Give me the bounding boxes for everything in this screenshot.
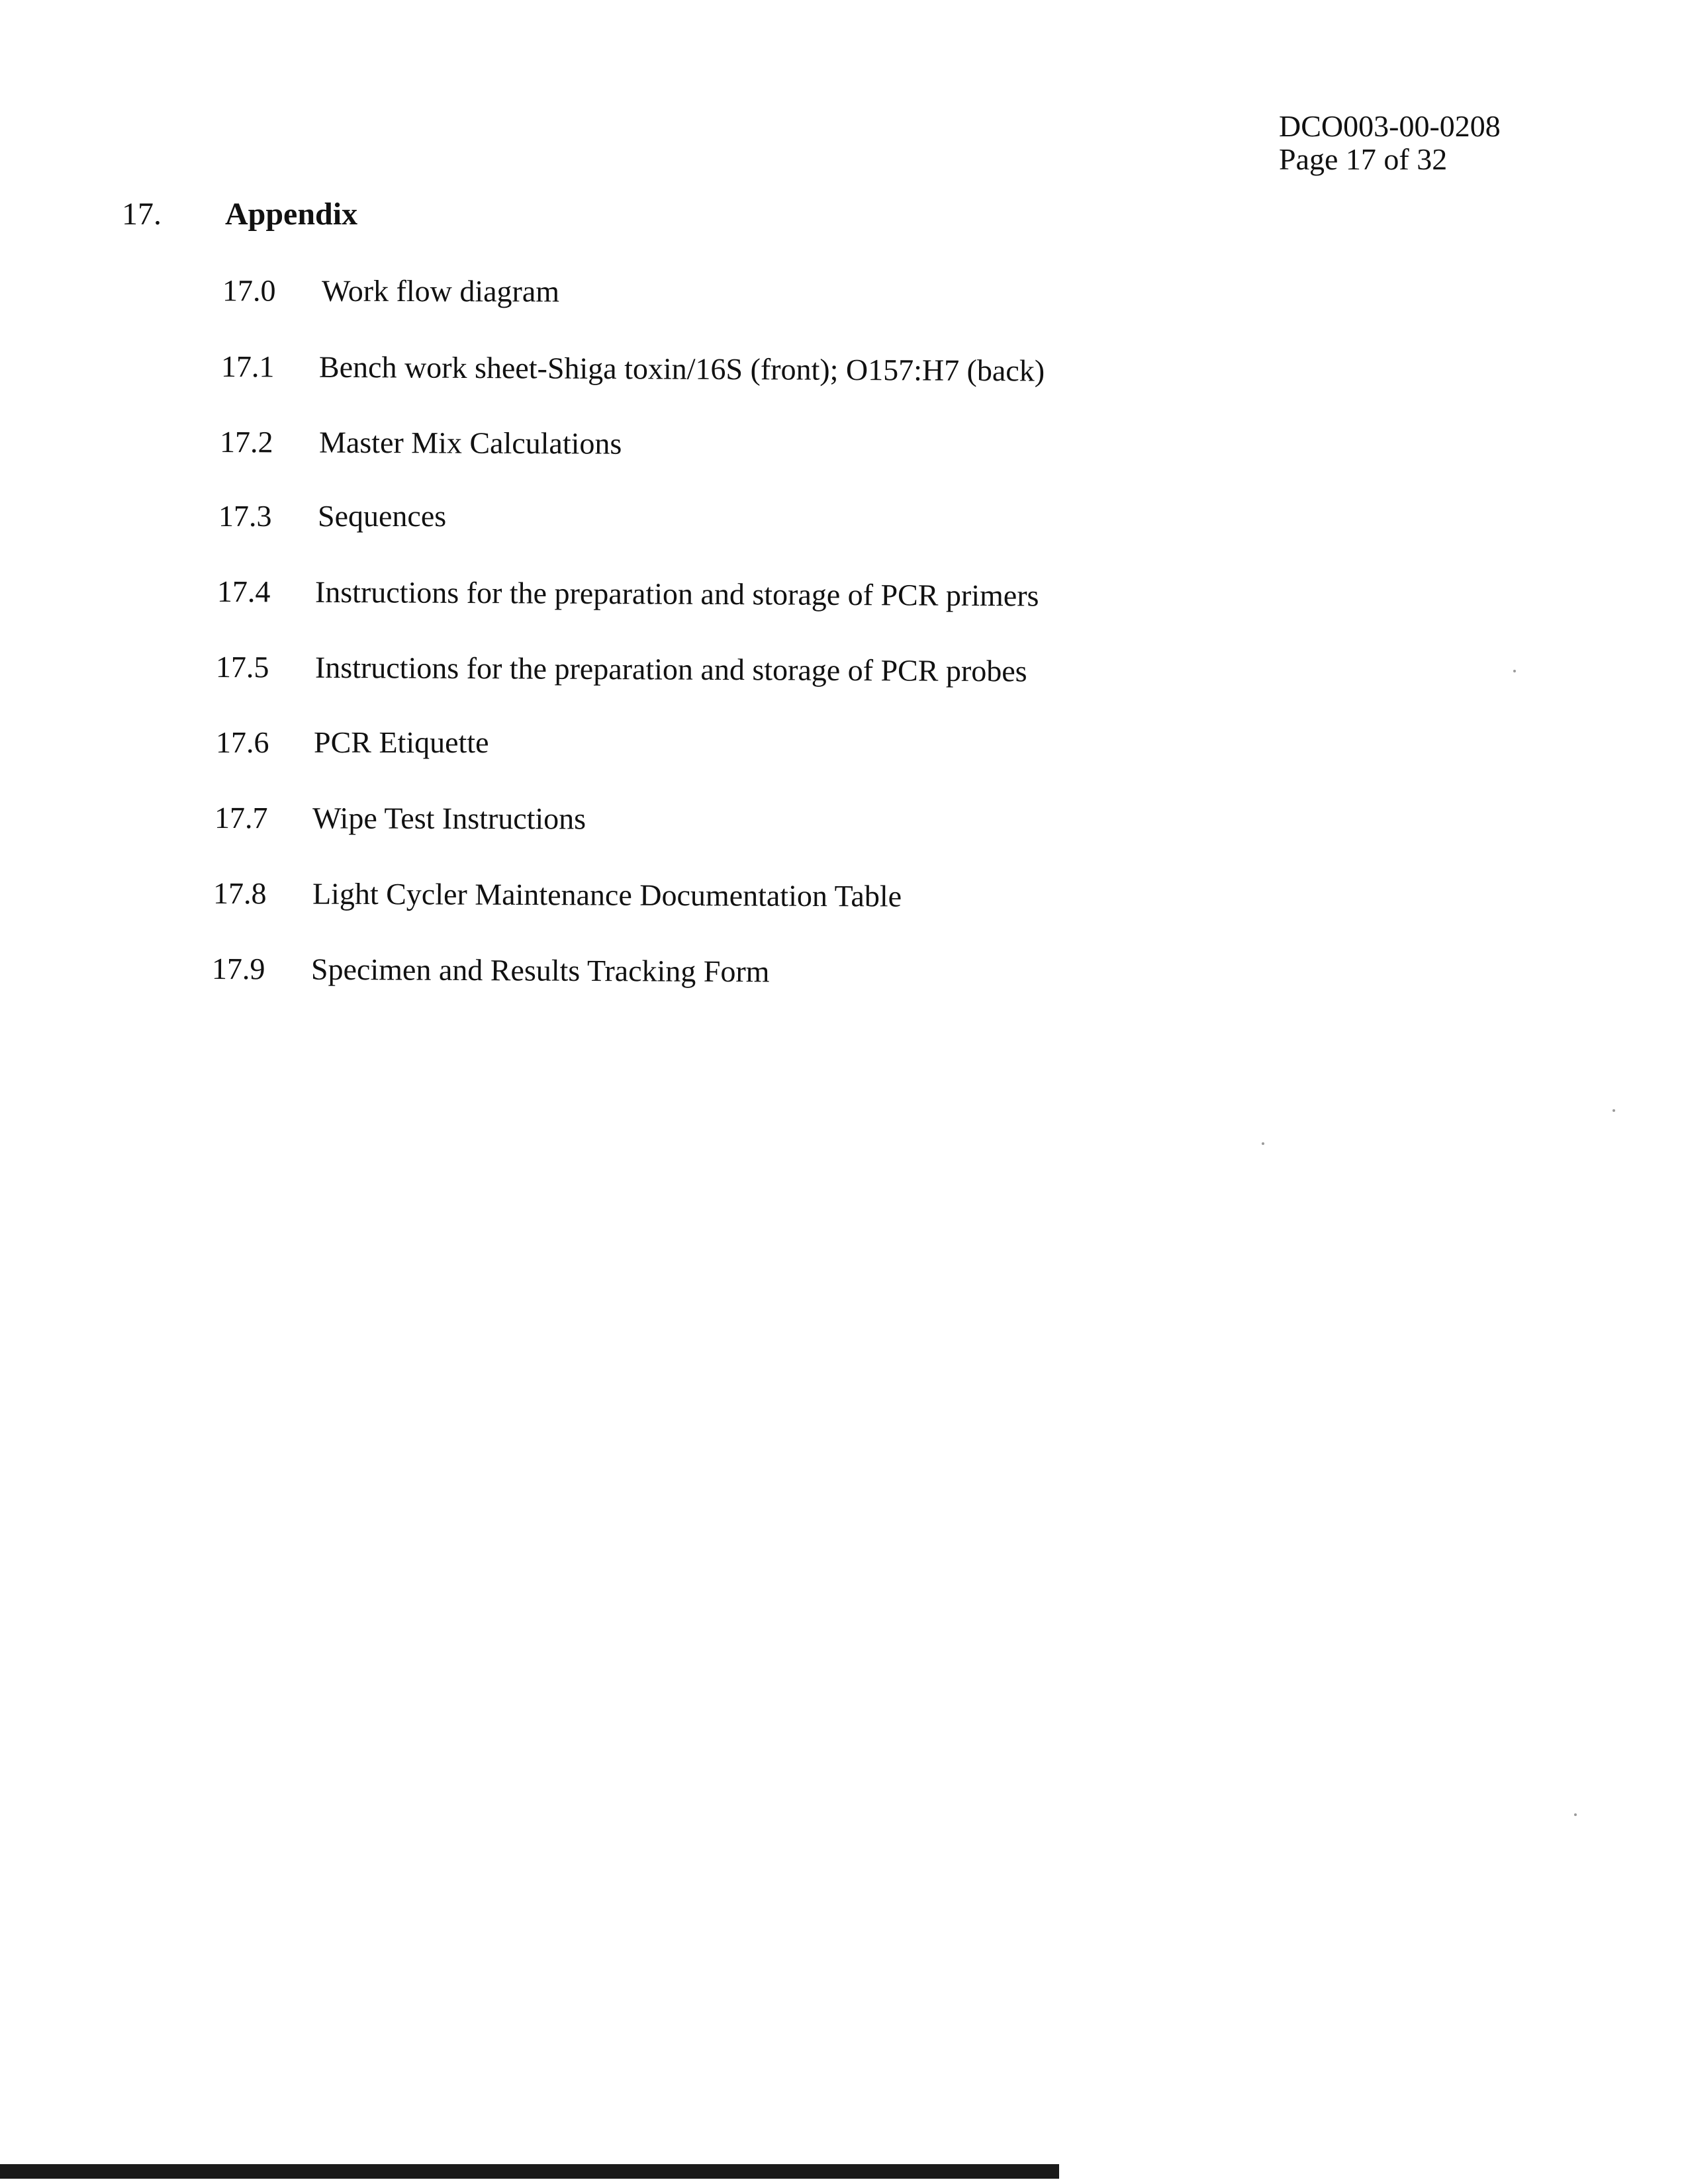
appendix-item-title: Instructions for the preparation and storage of PCR primers: [314, 574, 1039, 613]
appendix-item-number: 17.1: [220, 349, 275, 384]
appendix-item-title: PCR Etiquette: [314, 725, 489, 759]
appendix-item-number: 17.4: [216, 574, 271, 609]
appendix-item-title: Sequences: [318, 499, 447, 533]
appendix-item: [220, 424, 622, 465]
page-number: Page 17 of 32: [1279, 142, 1448, 176]
appendix-item-number: 17.9: [211, 952, 265, 986]
appendix-item: [214, 799, 586, 840]
appendix-item-number: 17.2: [219, 425, 273, 459]
bottom-rule: [0, 2164, 1059, 2179]
appendix-item-number: 17.5: [215, 650, 269, 684]
appendix-item-title: Light Cycler Maintenance Documentation Table: [312, 876, 902, 913]
scan-speck: [1574, 1813, 1577, 1816]
document-header: [1279, 110, 1501, 176]
appendix-item-number: 17.6: [216, 725, 269, 759]
appendix-item: [217, 573, 1039, 617]
appendix-item-title: Work flow diagram: [321, 273, 560, 308]
appendix-item-title: Wipe Test Instructions: [312, 801, 586, 836]
appendix-item: [218, 498, 446, 537]
appendix-item-number: 17.8: [212, 876, 267, 911]
appendix-item: [216, 724, 489, 764]
appendix-item-number: 17.7: [214, 801, 268, 835]
appendix-item-number: 17.3: [218, 499, 272, 533]
section-title: Appendix: [225, 197, 358, 232]
document-id: DCO003-00-0208: [1279, 109, 1501, 143]
appendix-item-title: Instructions for the preparation and storage of PCR probes: [314, 650, 1027, 688]
appendix-item-number: 17.0: [222, 273, 276, 308]
appendix-item: [222, 272, 559, 312]
section-number: 17.: [122, 197, 162, 232]
appendix-item-title: Master Mix Calculations: [318, 425, 622, 461]
appendix-item: [212, 950, 770, 993]
scan-speck: [1513, 670, 1516, 672]
appendix-item-title: Specimen and Results Tracking Form: [310, 952, 770, 989]
scan-speck: [1613, 1109, 1615, 1112]
appendix-item: [216, 649, 1027, 692]
appendix-item-title: Bench work sheet-Shiga toxin/16S (front); O157:H7 (back): [318, 349, 1045, 388]
appendix-item: [213, 875, 902, 918]
scan-speck: [1262, 1142, 1264, 1145]
appendix-item: [221, 348, 1045, 392]
